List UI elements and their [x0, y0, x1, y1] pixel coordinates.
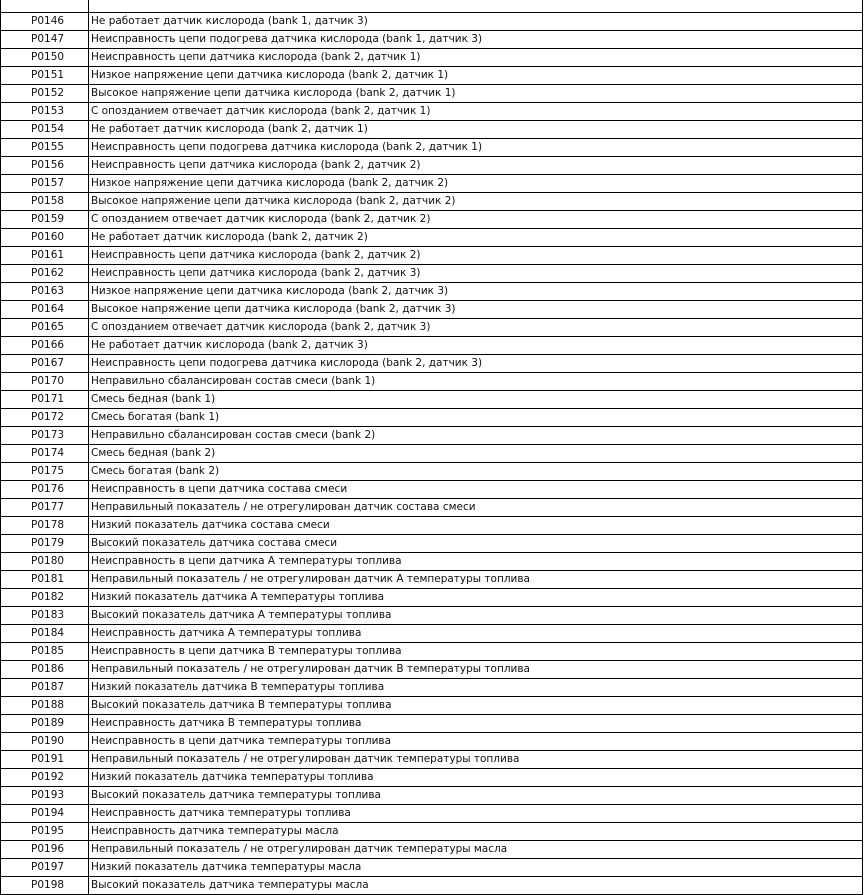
- error-description-cell: Неисправность цепи датчика кислорода (bank 2, датчик 3): [89, 265, 863, 283]
- error-code-cell: P0155: [1, 139, 89, 157]
- error-code-cell: P0165: [1, 319, 89, 337]
- table-row: [1, 877, 863, 895]
- table-row: [1, 211, 863, 229]
- table-row: [1, 481, 863, 499]
- table-row: [1, 319, 863, 337]
- error-description-cell: Низкий показатель датчика состава смеси: [89, 517, 863, 535]
- table-row: [1, 643, 863, 661]
- error-description-cell: Смесь бедная (bank 2): [89, 445, 863, 463]
- error-description-cell: Низкий показатель датчика А температуры топлива: [89, 589, 863, 607]
- error-description-cell: С опозданием отвечает датчик кислорода (bank 2, датчик 1): [89, 103, 863, 121]
- error-description-cell: Не работает датчик кислорода (bank 2, датчик 1): [89, 121, 863, 139]
- table-row: [1, 247, 863, 265]
- error-description-cell: [89, 0, 863, 13]
- error-description-cell: Неисправность в цепи датчика А температуры топлива: [89, 553, 863, 571]
- error-code-cell: P0181: [1, 571, 89, 589]
- error-code-cell: P0174: [1, 445, 89, 463]
- error-description-cell: Смесь богатая (bank 1): [89, 409, 863, 427]
- table-row: [1, 463, 863, 481]
- table-row: [1, 103, 863, 121]
- table-row: [1, 391, 863, 409]
- error-description-cell: Высокий показатель датчика температуры масла: [89, 877, 863, 895]
- error-description-cell: Не работает датчик кислорода (bank 1, датчик 3): [89, 13, 863, 31]
- error-code-cell: P0193: [1, 787, 89, 805]
- table-row: [1, 571, 863, 589]
- error-code-cell: P0179: [1, 535, 89, 553]
- error-code-cell: P0147: [1, 31, 89, 49]
- error-description-cell: Высокое напряжение цепи датчика кислорода (bank 2, датчик 1): [89, 85, 863, 103]
- table-row: [1, 661, 863, 679]
- error-description-cell: Неисправность в цепи датчика температуры топлива: [89, 733, 863, 751]
- table-row: [1, 445, 863, 463]
- error-code-cell: P0177: [1, 499, 89, 517]
- error-code-cell: P0153: [1, 103, 89, 121]
- table-row: [1, 49, 863, 67]
- table-row: [1, 283, 863, 301]
- error-description-cell: Неисправность цепи подогрева датчика кислорода (bank 2, датчик 3): [89, 355, 863, 373]
- error-description-cell: Неисправность датчика температуры масла: [89, 823, 863, 841]
- error-code-cell: P0198: [1, 877, 89, 895]
- error-code-cell: P0158: [1, 193, 89, 211]
- error-description-cell: Низкое напряжение цепи датчика кислорода (bank 2, датчик 3): [89, 283, 863, 301]
- error-code-cell: P0150: [1, 49, 89, 67]
- error-description-cell: Низкий показатель датчика температуры топлива: [89, 769, 863, 787]
- error-code-cell: P0186: [1, 661, 89, 679]
- error-description-cell: Высокий показатель датчика состава смеси: [89, 535, 863, 553]
- table-row: [1, 31, 863, 49]
- error-description-cell: Не работает датчик кислорода (bank 2, датчик 3): [89, 337, 863, 355]
- error-description-cell: Неисправность цепи датчика кислорода (bank 2, датчик 2): [89, 247, 863, 265]
- error-code-cell: P0176: [1, 481, 89, 499]
- table-row: [1, 85, 863, 103]
- error-code-cell: P0195: [1, 823, 89, 841]
- error-code-cell: P0163: [1, 283, 89, 301]
- error-description-cell: Неисправность цепи подогрева датчика кислорода (bank 2, датчик 1): [89, 139, 863, 157]
- error-description-cell: Неисправность датчика А температуры топлива: [89, 625, 863, 643]
- error-code-cell: P0192: [1, 769, 89, 787]
- error-code-cell: P0182: [1, 589, 89, 607]
- error-code-cell: P0197: [1, 859, 89, 877]
- table-row: [1, 121, 863, 139]
- table-row: [1, 157, 863, 175]
- error-code-cell: P0189: [1, 715, 89, 733]
- error-code-cell: P0175: [1, 463, 89, 481]
- table-row: [1, 841, 863, 859]
- error-code-cell: P0164: [1, 301, 89, 319]
- error-description-cell: Неисправность в цепи датчика В температуры топлива: [89, 643, 863, 661]
- table-row: [1, 535, 863, 553]
- error-code-cell: P0154: [1, 121, 89, 139]
- error-description-cell: Неисправность цепи датчика кислорода (bank 2, датчик 2): [89, 157, 863, 175]
- error-description-cell: Смесь богатая (bank 2): [89, 463, 863, 481]
- error-description-cell: Неправильный показатель / не отрегулирован датчик температуры масла: [89, 841, 863, 859]
- error-description-cell: С опозданием отвечает датчик кислорода (bank 2, датчик 2): [89, 211, 863, 229]
- error-code-cell: P0172: [1, 409, 89, 427]
- table-row: [1, 13, 863, 31]
- error-code-cell: P0185: [1, 643, 89, 661]
- error-description-cell: Высокий показатель датчика температуры топлива: [89, 787, 863, 805]
- table-row: [1, 625, 863, 643]
- error-description-cell: Неисправность в цепи датчика состава смеси: [89, 481, 863, 499]
- error-description-cell: Неправильный показатель / не отрегулирован датчик В температуры топлива: [89, 661, 863, 679]
- table-row: [1, 0, 863, 13]
- error-description-cell: Неисправность датчика температуры топлива: [89, 805, 863, 823]
- error-description-cell: С опозданием отвечает датчик кислорода (bank 2, датчик 3): [89, 319, 863, 337]
- table-row: [1, 733, 863, 751]
- error-code-cell: P0188: [1, 697, 89, 715]
- error-description-cell: Высокое напряжение цепи датчика кислорода (bank 2, датчик 3): [89, 301, 863, 319]
- table-row: [1, 499, 863, 517]
- error-code-cell: P0160: [1, 229, 89, 247]
- error-description-cell: Неправильно сбалансирован состав смеси (bank 1): [89, 373, 863, 391]
- error-code-cell: P0183: [1, 607, 89, 625]
- error-codes-body: [1, 0, 863, 895]
- table-row: [1, 607, 863, 625]
- error-description-cell: Высокий показатель датчика В температуры топлива: [89, 697, 863, 715]
- error-code-cell: P0146: [1, 13, 89, 31]
- error-description-cell: Низкий показатель датчика В температуры топлива: [89, 679, 863, 697]
- error-code-cell: P0178: [1, 517, 89, 535]
- error-code-cell: P0152: [1, 85, 89, 103]
- error-description-cell: Неисправность цепи датчика кислорода (bank 2, датчик 1): [89, 49, 863, 67]
- table-row: [1, 589, 863, 607]
- table-row: [1, 139, 863, 157]
- error-code-cell: P0196: [1, 841, 89, 859]
- error-code-cell: P0159: [1, 211, 89, 229]
- error-description-cell: Неправильный показатель / не отрегулирован датчик состава смеси: [89, 499, 863, 517]
- table-row: [1, 427, 863, 445]
- error-code-cell: P0173: [1, 427, 89, 445]
- error-code-cell: P0171: [1, 391, 89, 409]
- table-row: [1, 715, 863, 733]
- error-code-cell: P0167: [1, 355, 89, 373]
- error-description-cell: Не работает датчик кислорода (bank 2, датчик 2): [89, 229, 863, 247]
- error-description-cell: Неправильный показатель / не отрегулирован датчик А температуры топлива: [89, 571, 863, 589]
- error-description-cell: Низкое напряжение цепи датчика кислорода (bank 2, датчик 1): [89, 67, 863, 85]
- table-row: [1, 769, 863, 787]
- table-row: [1, 805, 863, 823]
- table-row: [1, 697, 863, 715]
- error-code-cell: P0184: [1, 625, 89, 643]
- error-code-cell: P0187: [1, 679, 89, 697]
- error-description-cell: Неправильно сбалансирован состав смеси (bank 2): [89, 427, 863, 445]
- error-description-cell: Смесь бедная (bank 1): [89, 391, 863, 409]
- table-row: [1, 859, 863, 877]
- table-row: [1, 553, 863, 571]
- error-code-cell: P0162: [1, 265, 89, 283]
- table-row: [1, 67, 863, 85]
- error-description-cell: Высокое напряжение цепи датчика кислорода (bank 2, датчик 2): [89, 193, 863, 211]
- error-description-cell: Неисправность датчика В температуры топлива: [89, 715, 863, 733]
- table-row: [1, 751, 863, 769]
- table-row: [1, 373, 863, 391]
- error-description-cell: Высокий показатель датчика А температуры топлива: [89, 607, 863, 625]
- table-row: [1, 409, 863, 427]
- table-row: [1, 679, 863, 697]
- error-code-cell: P0194: [1, 805, 89, 823]
- table-row: [1, 265, 863, 283]
- table-row: [1, 517, 863, 535]
- error-code-cell: P0161: [1, 247, 89, 265]
- error-code-cell: [1, 0, 89, 13]
- table-row: [1, 175, 863, 193]
- error-description-cell: Низкое напряжение цепи датчика кислорода (bank 2, датчик 2): [89, 175, 863, 193]
- table-row: [1, 301, 863, 319]
- table-row: [1, 193, 863, 211]
- error-code-cell: P0170: [1, 373, 89, 391]
- error-code-cell: P0180: [1, 553, 89, 571]
- table-row: [1, 337, 863, 355]
- error-description-cell: Низкий показатель датчика температуры масла: [89, 859, 863, 877]
- table-row: [1, 823, 863, 841]
- error-code-cell: P0191: [1, 751, 89, 769]
- error-code-cell: P0156: [1, 157, 89, 175]
- table-row: [1, 355, 863, 373]
- error-code-cell: P0157: [1, 175, 89, 193]
- table-row: [1, 787, 863, 805]
- error-description-cell: Неправильный показатель / не отрегулирован датчик температуры топлива: [89, 751, 863, 769]
- error-description-cell: Неисправность цепи подогрева датчика кислорода (bank 1, датчик 3): [89, 31, 863, 49]
- error-code-cell: P0190: [1, 733, 89, 751]
- error-code-cell: P0151: [1, 67, 89, 85]
- error-code-cell: P0166: [1, 337, 89, 355]
- table-row: [1, 229, 863, 247]
